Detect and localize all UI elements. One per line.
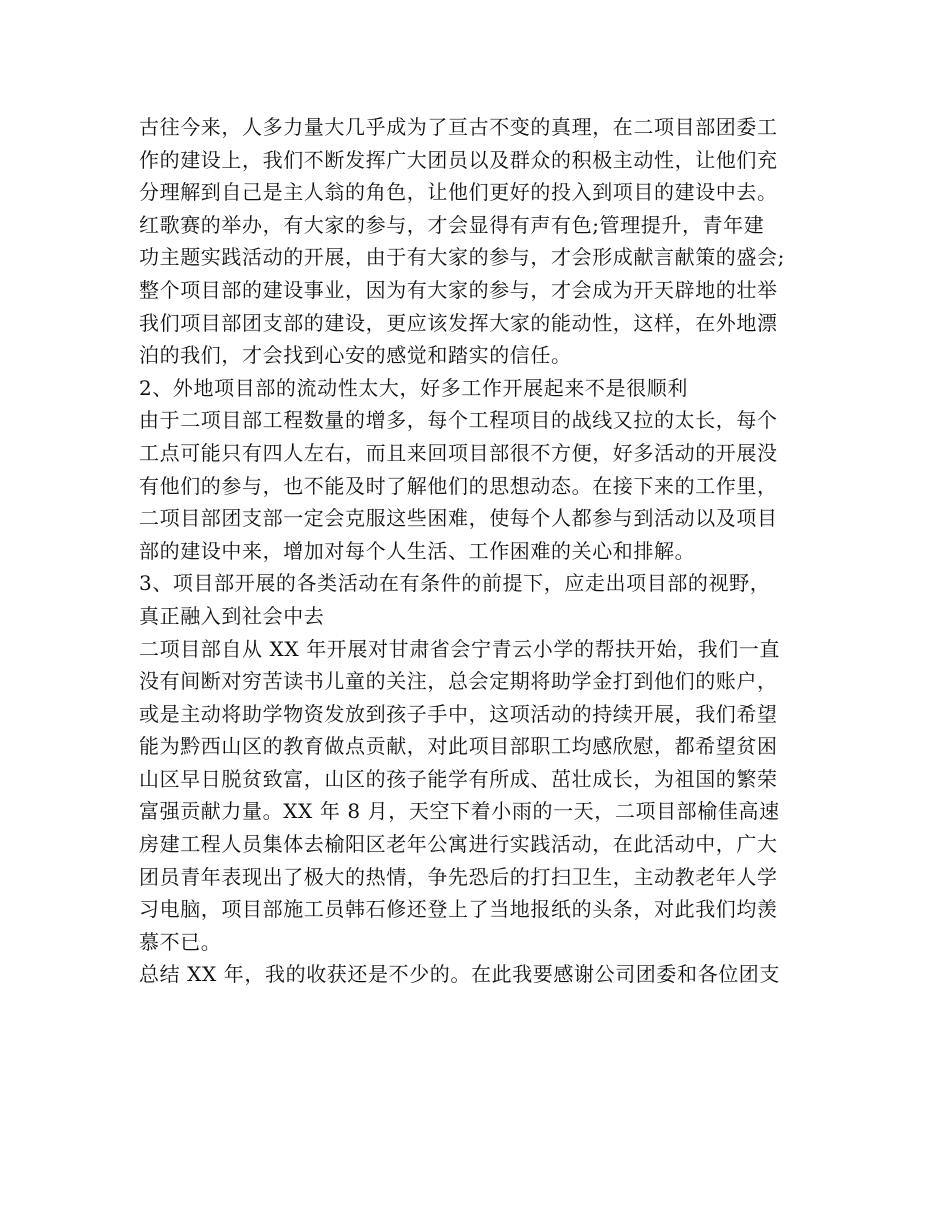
section-heading-3: 3、项目部开展的各类活动在有条件的前提下，应走出项目部的视野， [139,571,771,596]
text-line: 团员青年表现出了极大的热情，争先恐后的打扫卫生，主动教老年人学 [139,864,778,889]
text-line: 部的建设中来，增加对每个人生活、工作困难的关心和排解。 [139,538,696,563]
document-body [139,111,829,991]
text-line: 二项目部自从 XX 年开展对甘肃省会宁青云小学的帮扶开始，我们一直 [139,636,780,661]
text-line: 总结 XX 年，我的收获还是不少的。在此我要感谢公司团委和各位团支 [139,962,780,987]
text-line: 富强贡献力量。XX 年 8 月，天空下着小雨的一天，二项目部榆佳高速 [139,799,780,824]
text-line: 房建工程人员集体去榆阳区老年公寓进行实践活动，在此活动中，广大 [139,832,778,857]
text-line: 有他们的参与，也不能及时了解他们的思想动态。在接下来的工作里， [139,473,778,498]
section-heading-3-cont: 真正融入到社会中去 [139,603,325,628]
text-line: 红歌赛的举办，有大家的参与，才会显得有声有色;管理提升，青年建 [139,212,765,237]
text-line: 分理解到自己是主人翁的角色，让他们更好的投入到项目的建设中去。 [139,180,778,205]
text-line: 二项目部团支部一定会克服这些困难，使每个人都参与到活动以及项目 [139,506,778,531]
text-line: 能为黔西山区的教育做点贡献，对此项目部职工均感欣慰，都希望贫困 [139,734,778,759]
text-line: 功主题实践活动的开展，由于有大家的参与，才会形成献言献策的盛会; [139,245,785,270]
text-line: 慕不已。 [139,929,222,954]
text-line: 古往今来，人多力量大几乎成为了亘古不变的真理，在二项目部团委工 [139,115,778,139]
text-line: 工点可能只有四人左右，而且来回项目部很不方便，好多活动的开展没 [139,440,778,465]
text-line: 作的建设上，我们不断发挥广大团员以及群众的积极主动性，让他们充 [139,147,778,172]
section-heading-2: 2、外地项目部的流动性太大，好多工作开展起来不是很顺利 [139,375,688,400]
text-line: 泊的我们，才会找到心安的感觉和踏实的信任。 [139,343,572,368]
text-line: 山区早日脱贫致富，山区的孩子能学有所成、茁壮成长，为祖国的繁荣 [139,766,778,791]
text-line: 我们项目部团支部的建设，更应该发挥大家的能动性，这样，在外地漂 [139,310,778,335]
text-line: 没有间断对穷苦读书儿童的关注，总会定期将助学金打到他们的账户， [139,669,778,694]
text-line: 由于二项目部工程数量的增多，每个工程项目的战线又拉的太长，每个 [139,408,778,433]
text-line: 整个项目部的建设事业，因为有大家的参与，才会成为开天辟地的壮举 [139,277,778,302]
text-line: 习电脑，项目部施工员韩石修还登上了当地报纸的头条，对此我们均羡 [139,897,778,922]
text-line: 或是主动将助学物资发放到孩子手中，这项活动的持续开展，我们希望 [139,701,778,726]
